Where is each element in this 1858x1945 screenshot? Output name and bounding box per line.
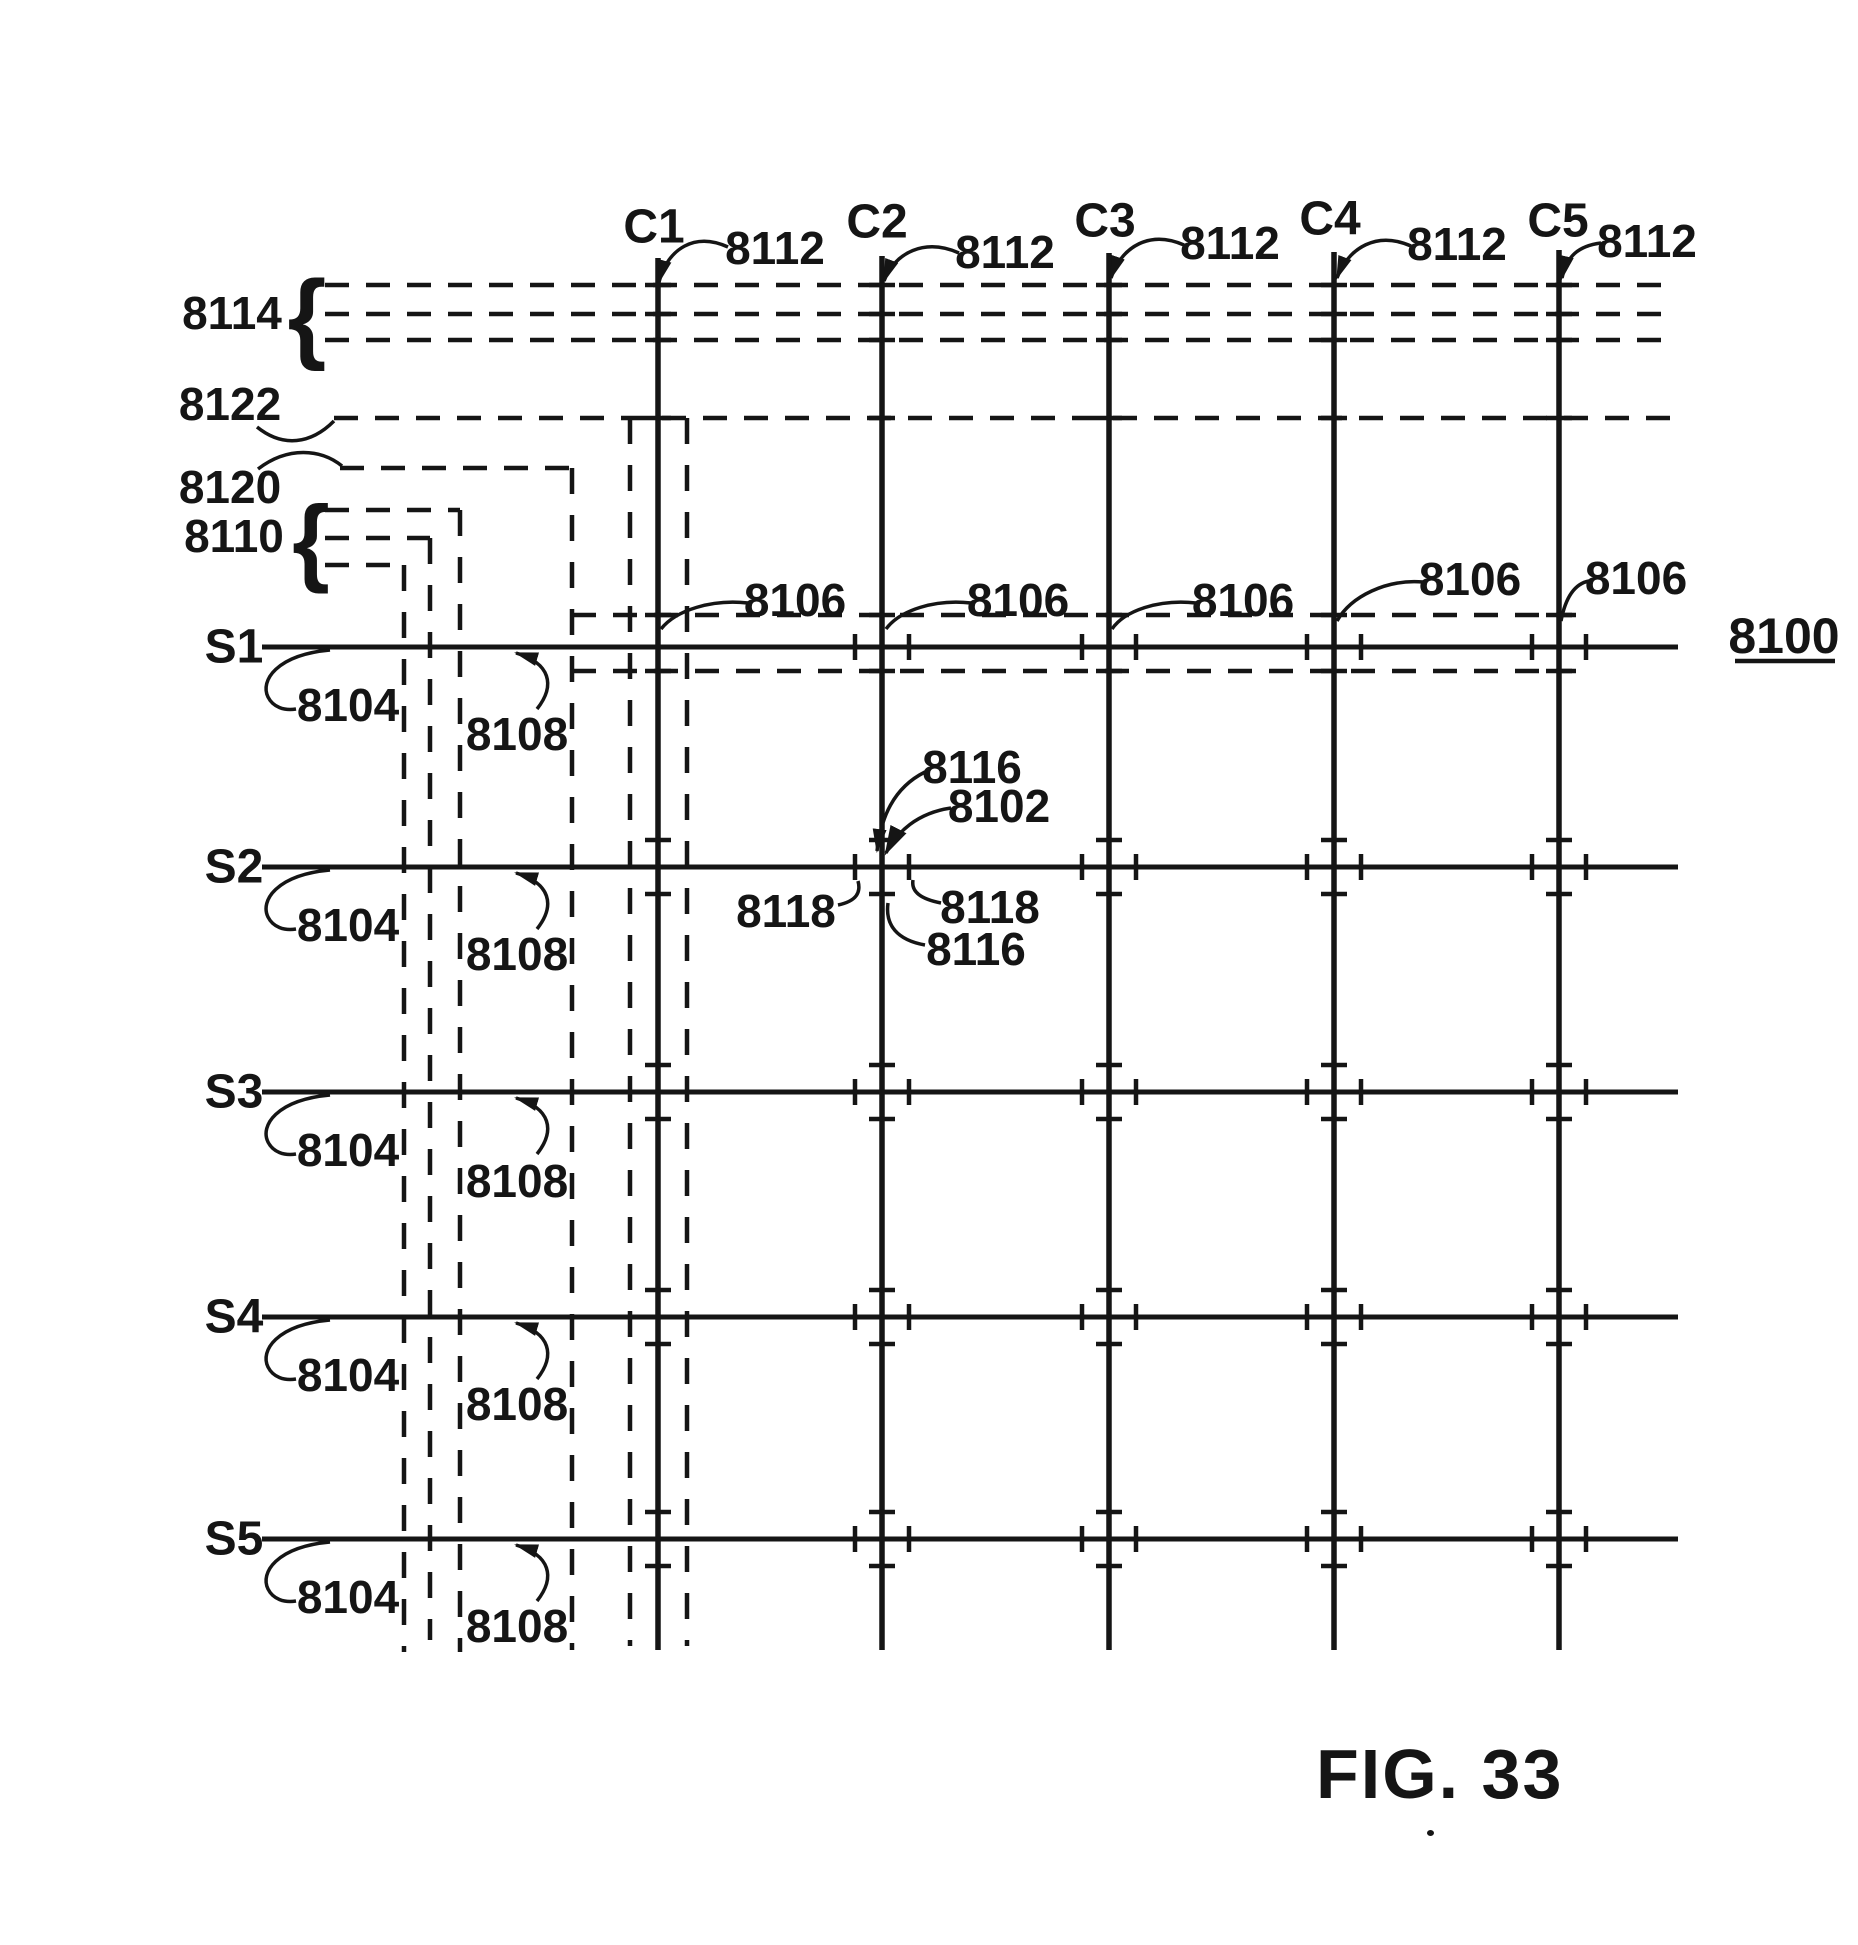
label-8118-left-leader — [838, 881, 859, 905]
row-label-S4: S4 — [204, 1290, 264, 1344]
label-8122: 8122 — [178, 378, 282, 430]
leader-8108-S5 — [516, 1545, 548, 1601]
label-8102-leader — [886, 808, 951, 853]
label-8118-right-leader — [913, 880, 941, 903]
label-8106-c2: 8106 — [966, 574, 1070, 626]
ref-8108-S4: 8108 — [465, 1378, 569, 1430]
brace-8110: { — [292, 485, 330, 595]
stray-ink-dot — [1427, 1830, 1434, 1836]
leader-8108-S2 — [516, 873, 548, 929]
leader-8108-S3 — [516, 1098, 548, 1154]
brace-8114: { — [287, 260, 327, 372]
label-8118-right: 8118 — [940, 881, 1040, 933]
ref-8112-C1: 8112 — [725, 222, 825, 274]
ref-8112-C4: 8112 — [1407, 218, 1507, 270]
label-8116-bottom-leader — [888, 903, 925, 945]
leader-8108-S4 — [516, 1323, 548, 1379]
label-8102: 8102 — [947, 780, 1051, 832]
column-label-C1: C1 — [623, 200, 685, 254]
ref-8104-S4: 8104 — [296, 1349, 400, 1401]
ref-8108-S1: 8108 — [465, 708, 569, 760]
label-8114: 8114 — [182, 287, 282, 339]
label-8106-c3: 8106 — [1191, 574, 1295, 626]
label-8116-bottom: 8116 — [926, 923, 1026, 975]
row-label-S3: S3 — [204, 1065, 264, 1119]
row-label-S1: S1 — [204, 620, 264, 674]
label-8106-c5: 8106 — [1584, 552, 1688, 604]
label-8118-left: 8118 — [736, 885, 836, 937]
ref-8112-C3: 8112 — [1180, 217, 1280, 269]
leader-8112-C5 — [1562, 243, 1601, 278]
ref-8104-S1: 8104 — [296, 679, 400, 731]
ref-8108-S5: 8108 — [465, 1600, 569, 1652]
leader-8112-C2 — [884, 247, 959, 281]
column-label-C2: C2 — [846, 195, 908, 249]
column-label-C4: C4 — [1299, 192, 1361, 246]
leader-8112-C4 — [1337, 240, 1411, 278]
column-label-C3: C3 — [1074, 194, 1136, 248]
row-label-S2: S2 — [204, 840, 264, 894]
leader-8108-S1 — [516, 653, 548, 709]
ref-8104-S3: 8104 — [296, 1124, 400, 1176]
ref-8108-S3: 8108 — [465, 1155, 569, 1207]
figure-caption: FIG. 33 — [1316, 1735, 1564, 1813]
ref-8108-S2: 8108 — [465, 928, 569, 980]
label-8106-c4: 8106 — [1418, 553, 1522, 605]
label-8110: 8110 — [184, 510, 284, 562]
label-8120: 8120 — [178, 461, 282, 513]
label-8106-c1: 8106 — [743, 574, 847, 626]
column-label-C5: C5 — [1527, 194, 1589, 248]
ref-8104-S2: 8104 — [296, 899, 400, 951]
ref-8104-S5: 8104 — [296, 1571, 400, 1623]
label-8116-top: 8116 — [922, 741, 1022, 793]
row-label-S5: S5 — [204, 1512, 264, 1566]
ref-8112-C5: 8112 — [1597, 215, 1697, 267]
ref-8112-C2: 8112 — [955, 226, 1055, 278]
ref-8100: 8100 — [1728, 608, 1840, 664]
